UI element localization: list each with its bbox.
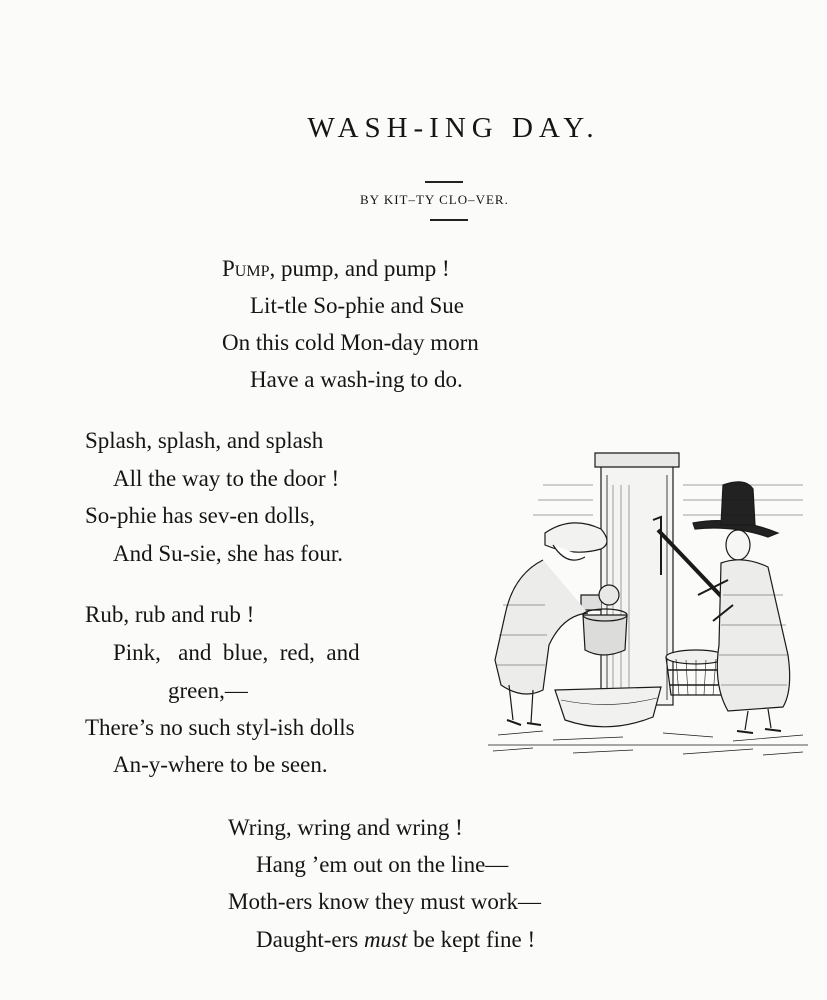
stanza-3-line-3: green,— xyxy=(168,678,248,703)
poem-title: WASH-ING DAY. xyxy=(307,112,600,144)
title-divider-top xyxy=(425,181,463,183)
line-text: , pump, and pump ! xyxy=(269,256,450,281)
stanza-3-line-4: There’s no such styl-ish dolls xyxy=(85,715,355,740)
line-text-before: Daught-ers xyxy=(256,927,364,952)
ground-hatching xyxy=(488,731,808,755)
stanza-4-line-4 xyxy=(256,928,535,951)
stanza-4-line-2: Hang ’em out on the line— xyxy=(256,852,509,877)
stanza-4-line-1: Wring, wring and wring ! xyxy=(228,815,463,840)
stanza-1-line-2: Lit-tle So-phie and Sue xyxy=(250,293,464,318)
stanza-3-line-1: Rub, rub and rub ! xyxy=(85,602,255,627)
title-divider-bottom xyxy=(430,219,468,221)
emphasis-word: must xyxy=(363,927,408,952)
stanza-4-line-3: Moth-ers know they must work— xyxy=(228,889,542,914)
stanza-1-line-3: On this cold Mon-day morn xyxy=(222,330,479,355)
stanza-2-line-2: All the way to the door ! xyxy=(113,466,340,491)
stanza-1-line-1 xyxy=(222,257,450,280)
stanza-2-line-1: Splash, splash, and splash xyxy=(85,428,324,453)
stanza-3-line-5: An-y-where to be seen. xyxy=(113,752,328,777)
water-pump-icon xyxy=(581,453,679,705)
line-text-after: be kept fine ! xyxy=(407,927,536,952)
stanza-2-line-4: And Su-sie, she has four. xyxy=(113,541,343,566)
stanza-1-line-4: Have a wash-ing to do. xyxy=(250,367,463,392)
drop-word: Pump xyxy=(222,256,270,281)
washing-day-illustration xyxy=(483,445,813,765)
washing-basin-icon xyxy=(555,687,661,727)
stanza-2-line-3: So-phie has sev-en dolls, xyxy=(85,503,315,528)
stanza-3-line-2: Pink, and blue, red, and xyxy=(113,640,360,665)
author-byline: BY KIT–TY CLO–VER. xyxy=(360,192,509,207)
